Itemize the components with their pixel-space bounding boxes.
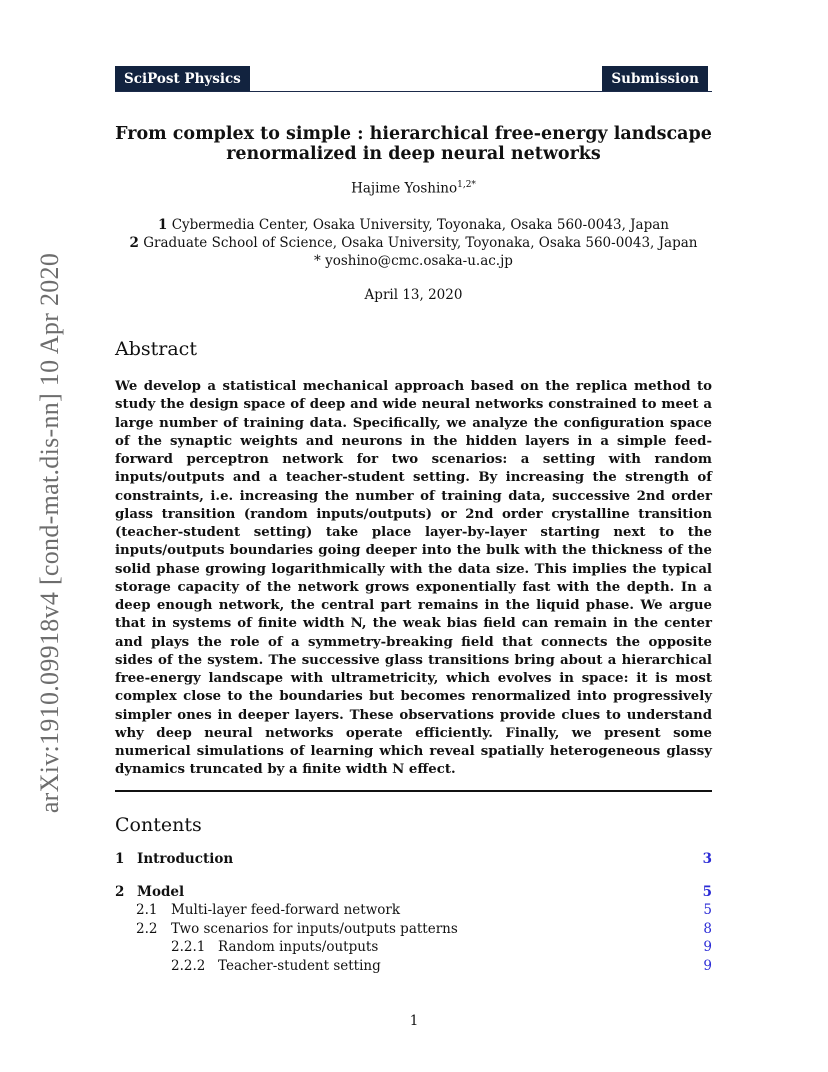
contents-heading: Contents: [115, 814, 202, 836]
toc-number: 1: [115, 851, 125, 867]
toc-title: Model: [137, 883, 185, 900]
affiliation-1: [115, 216, 712, 234]
toc-number: 2: [115, 883, 125, 900]
toc-entry[interactable]: [115, 957, 712, 976]
toc-page-link[interactable]: 8: [703, 920, 712, 937]
title-line-1: From complex to simple : hierarchical free-energy landscape: [115, 124, 712, 144]
table-of-contents: [115, 850, 712, 975]
toc-entry[interactable]: [115, 920, 712, 939]
abstract-rule: [115, 790, 712, 792]
affiliation-2: [115, 234, 712, 252]
page-number: 1: [409, 1013, 419, 1029]
toc-number: 2.2.1: [171, 939, 206, 955]
toc-entry[interactable]: [115, 883, 712, 902]
toc-number: 2.2: [136, 920, 158, 937]
author-affil-marks: 1,2*: [457, 180, 476, 190]
toc-title: Multi-layer feed-forward network: [171, 902, 401, 918]
toc-number: 2.1: [136, 902, 158, 918]
affiliation-2-text: Graduate School of Science, Osaka University, Toyonaka, Osaka 560-0043, Japan: [143, 235, 698, 251]
header-rule: [115, 91, 712, 92]
toc-page-link[interactable]: 9: [703, 957, 712, 974]
affiliation-2-number: 2: [129, 235, 139, 251]
submission-badge: Submission: [602, 66, 708, 92]
toc-entry[interactable]: [115, 850, 712, 869]
paper-date: April 13, 2020: [364, 287, 463, 303]
abstract-body: We develop a statistical mechanical approach based on the replica method to study the design space of deep and wide neural networks constrained to meet a large number of training data. Specifically, we analyze the configuration space of the synaptic weights and neurons in the hidden layers in a simple feed-forward perceptron network for two scenarios: a setting with random inputs/outputs and a teacher-student setting. By increasing the strength of constraints, i.e. increasing the number of training data, successive 2nd order glass transition (random inputs/outputs) or 2nd order crystalline transition (teacher-student setting) take place layer-by-layer starting next to the inputs/outputs boundaries going deeper into the bulk with the thickness of the solid phase growing logarithmically with the data size. This implies the typical storage capacity of the network grows exponentially fast with the depth. In a deep enough network, the central part remains in the liquid phase. We argue that in systems of finite width N, the weak bias field can remain in the center and plays the role of a symmetry-breaking field that connects the opposite sides of the system. The successive glass transitions bring about a hierarchical free-energy landscape with ultrametricity, which evolves in space: it is most complex close to the boundaries but becomes renormalized into progressively simpler ones in deeper layers. These observations provide clues to understand why deep neural networks operate efficiently. Finally, we present some numerical simulations of learning which reveal spatially heterogeneous glassy dynamics truncated by a finite width N effect.: [115, 379, 712, 778]
toc-page-link[interactable]: 9: [703, 939, 712, 955]
author-name: Hajime Yoshino: [351, 180, 458, 197]
author-email: * yoshino@cmc.osaka-u.ac.jp: [314, 253, 513, 269]
toc-entry[interactable]: [115, 901, 712, 920]
toc-title: Two scenarios for inputs/outputs patterns: [171, 920, 458, 937]
toc-page-link[interactable]: 3: [702, 851, 712, 867]
author-line: [115, 180, 712, 197]
affiliation-1-number: 1: [158, 217, 168, 233]
toc-page-link[interactable]: 5: [702, 883, 712, 900]
paper-title: [115, 124, 712, 164]
toc-number: 2.2.2: [171, 957, 206, 974]
affiliations: [115, 216, 712, 270]
toc-title: Teacher-student setting: [218, 957, 381, 974]
toc-page-link[interactable]: 5: [703, 902, 712, 918]
affiliation-1-text: Cybermedia Center, Osaka University, Toyonaka, Osaka 560-0043, Japan: [171, 217, 669, 233]
title-line-2: renormalized in deep neural networks: [226, 144, 601, 164]
arxiv-identifier: arXiv:1910.09918v4 [cond-mat.dis-nn] 10 Apr 2020: [35, 252, 64, 814]
toc-entry[interactable]: [115, 938, 712, 957]
toc-title: Introduction: [137, 851, 234, 867]
journal-badge: SciPost Physics: [115, 66, 250, 92]
toc-title: Random inputs/outputs: [218, 939, 379, 955]
abstract-heading: Abstract: [115, 338, 197, 360]
